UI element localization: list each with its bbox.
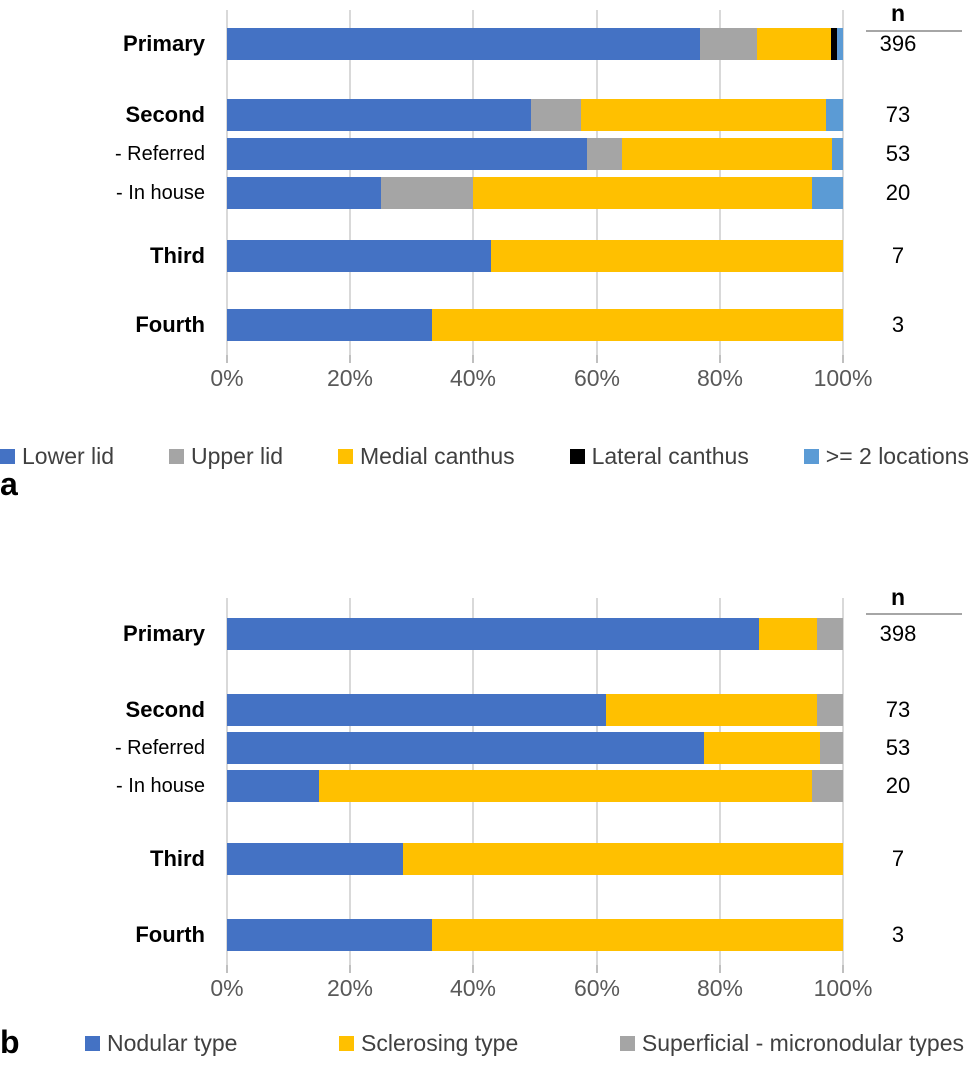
bar-segment-sclerosing-type	[606, 694, 817, 726]
tick-mark-100%	[842, 355, 844, 363]
bar-segment-sclerosing-type	[759, 618, 816, 650]
bar-segment-lower-lid	[227, 177, 381, 209]
bar-segment-medial-canthus	[581, 99, 826, 131]
x-axis-tick-label: 100%	[813, 365, 873, 391]
x-axis-tick-label: 20%	[326, 365, 374, 391]
bar-segment-medial-canthus	[491, 240, 843, 272]
n-value: 20	[885, 773, 911, 798]
chart-panel-b	[0, 560, 969, 1071]
stacked-bar-row	[227, 240, 843, 272]
tick-mark-40%	[472, 965, 474, 973]
bar-segment-lower-lid	[227, 28, 700, 60]
legend-swatch-icon	[338, 449, 353, 464]
stacked-bar-row	[227, 138, 843, 170]
legend-label: Sclerosing type	[361, 1030, 519, 1056]
tick-mark-0%	[226, 355, 228, 363]
row-label-3: - In house	[116, 182, 205, 204]
tick-mark-20%	[349, 355, 351, 363]
bar-segment-upper-lid	[700, 28, 757, 60]
legend-item-nodular-type	[85, 1030, 237, 1057]
bar-segment-nodular-type	[227, 694, 606, 726]
legend-item-superficial-micronodular-types	[620, 1030, 964, 1057]
bar-segment-lower-lid	[227, 99, 531, 131]
stacked-bar-row	[227, 177, 843, 209]
bar-segment-sclerosing-type	[319, 770, 812, 802]
legend-item-upper-lid	[169, 443, 283, 470]
bar-segment-lower-lid	[227, 240, 491, 272]
n-column-header: n	[890, 584, 906, 610]
bar-segment-sclerosing-type	[403, 843, 843, 875]
bar-segment--2-locations	[837, 28, 843, 60]
legend-item-medial-canthus	[338, 443, 515, 470]
legend	[85, 1030, 964, 1057]
bar-segment-superficial-micronodular-types	[812, 770, 843, 802]
legend-swatch-icon	[85, 1036, 100, 1051]
bar-segment-upper-lid	[531, 99, 582, 131]
legend-label: >= 2 locations	[825, 443, 969, 469]
bar-segment-medial-canthus	[432, 309, 843, 341]
n-value: 7	[891, 846, 905, 871]
stacked-bar-row	[227, 28, 843, 60]
row-label-4: Third	[150, 243, 205, 268]
x-axis-tick-label: 100%	[813, 975, 873, 1001]
legend-label: Lower lid	[22, 443, 115, 469]
n-value: 73	[885, 697, 911, 722]
legend-item-sclerosing-type	[339, 1030, 518, 1057]
bar-segment-nodular-type	[227, 843, 403, 875]
row-label-0: Primary	[123, 621, 205, 646]
n-value: 73	[885, 102, 911, 127]
n-value: 398	[879, 621, 917, 646]
stacked-bar-row	[227, 770, 843, 802]
bar-segment-lower-lid	[227, 138, 587, 170]
legend-item-lateral-canthus	[570, 443, 749, 470]
tick-mark-80%	[719, 355, 721, 363]
stacked-bar-row	[227, 618, 843, 650]
tick-mark-80%	[719, 965, 721, 973]
stacked-bar-row	[227, 309, 843, 341]
x-axis-tick-label: 0%	[210, 975, 244, 1001]
legend-swatch-icon	[339, 1036, 354, 1051]
row-label-5: Fourth	[135, 922, 205, 947]
bar-segment-medial-canthus	[473, 177, 812, 209]
panel-letter-a: a	[0, 466, 18, 502]
legend-swatch-icon	[570, 449, 585, 464]
row-label-0: Primary	[123, 31, 205, 56]
bar-segment-superficial-micronodular-types	[817, 694, 843, 726]
bar-segment-medial-canthus	[757, 28, 830, 60]
x-axis-tick-label: 0%	[210, 365, 244, 391]
x-axis-tick-label: 40%	[449, 365, 497, 391]
n-value: 396	[879, 31, 917, 56]
stacked-bar-row	[227, 694, 843, 726]
bar-segment-upper-lid	[381, 177, 473, 209]
x-axis-tick-label: 60%	[573, 365, 621, 391]
bar-segment-superficial-micronodular-types	[817, 618, 843, 650]
legend-swatch-icon	[0, 449, 15, 464]
row-label-5: Fourth	[135, 312, 205, 337]
bar-segment-lower-lid	[227, 309, 432, 341]
bar-segment--2-locations	[832, 138, 843, 170]
legend-label: Superficial - micronodular types	[641, 1030, 964, 1056]
bar-segment-sclerosing-type	[432, 919, 843, 951]
tick-mark-40%	[472, 355, 474, 363]
x-axis-tick-label: 60%	[573, 975, 621, 1001]
legend	[0, 443, 969, 470]
tick-mark-60%	[596, 965, 598, 973]
legend-item--2-locations	[804, 443, 969, 470]
n-value: 7	[891, 243, 905, 268]
x-axis-tick-label: 80%	[696, 365, 744, 391]
bar-segment-nodular-type	[227, 618, 759, 650]
tick-mark-60%	[596, 355, 598, 363]
legend-label: Lateral canthus	[591, 443, 749, 469]
tick-mark-100%	[842, 965, 844, 973]
row-label-3: - In house	[116, 775, 205, 797]
row-label-1: Second	[125, 102, 205, 127]
tick-mark-0%	[226, 965, 228, 973]
x-axis-tick-label: 20%	[326, 975, 374, 1001]
n-value: 3	[891, 312, 905, 337]
bar-segment-nodular-type	[227, 770, 319, 802]
n-value: 53	[885, 735, 911, 760]
bar-segment--2-locations	[826, 99, 843, 131]
n-value: 3	[891, 922, 905, 947]
bar-segment-superficial-micronodular-types	[820, 732, 843, 764]
row-label-4: Third	[150, 846, 205, 871]
legend-label: Medial canthus	[359, 443, 515, 469]
legend-label: Nodular type	[107, 1030, 238, 1056]
stacked-bar-row	[227, 843, 843, 875]
legend-swatch-icon	[620, 1036, 635, 1051]
bar-segment-nodular-type	[227, 919, 432, 951]
bar-segment-nodular-type	[227, 732, 704, 764]
n-column-header: n	[890, 0, 906, 26]
bar-segment-sclerosing-type	[704, 732, 820, 764]
row-label-2: - Referred	[114, 737, 205, 759]
bar-segment-upper-lid	[587, 138, 622, 170]
row-label-1: Second	[125, 697, 205, 722]
legend-label: Upper lid	[190, 443, 284, 469]
bar-segment-medial-canthus	[622, 138, 831, 170]
x-axis-tick-label: 80%	[696, 975, 744, 1001]
stacked-bar-row	[227, 732, 843, 764]
stacked-bar-row	[227, 919, 843, 951]
panel-letter-b: b	[0, 1024, 20, 1060]
legend-swatch-icon	[804, 449, 819, 464]
tick-mark-20%	[349, 965, 351, 973]
n-value: 53	[885, 141, 911, 166]
n-value: 20	[885, 180, 911, 205]
bar-segment--2-locations	[812, 177, 843, 209]
stacked-bar-row	[227, 99, 843, 131]
row-label-2: - Referred	[114, 143, 205, 165]
n-header-underline	[866, 613, 962, 615]
legend-swatch-icon	[169, 449, 184, 464]
x-axis-tick-label: 40%	[449, 975, 497, 1001]
